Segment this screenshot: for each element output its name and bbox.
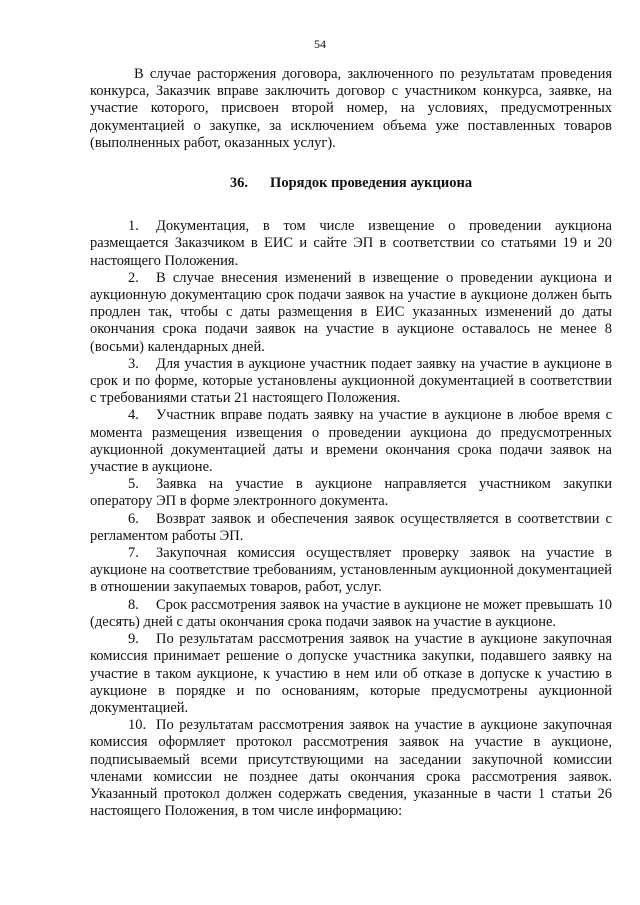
section-title: Порядок проведения аукциона bbox=[270, 175, 473, 192]
list-item bbox=[90, 511, 612, 545]
page-number: 54 bbox=[314, 37, 326, 51]
section-number: 36. bbox=[229, 175, 249, 192]
intro-paragraph: В случае расторжения договора, заключенного по результатам проведения конкурса, Заказчик вправе заключить договор с участником конкурса, заявке, на участие которого, присвоен второй номер, на условиях, предусмотренных документацией о закупке, за исключением объема уже поставленных товаров (выполненных работ, оказанных услуг). bbox=[90, 66, 612, 151]
list-item bbox=[90, 218, 612, 270]
item-text: Для участия в аукционе участник подает заявку на участие в аукционе в срок и по форме, которые установлены аукционной документацией в соответствии с требованиями статьи 21 настоящего Положения. bbox=[90, 355, 612, 407]
item-text: Срок рассмотрения заявок на участие в аукционе не может превышать 10 (десять) дней с даты окончания срока подачи заявок на участие в аукционе. bbox=[90, 596, 612, 630]
list-item bbox=[90, 631, 612, 717]
item-number: 10. bbox=[128, 717, 147, 734]
item-text: По результатам рассмотрения заявок на участие в аукционе закупочная комиссия принимает решение о допуске участника закупки, подавшего заявку на участие в таком аукционе, к участию в нем или об отказе в допуске к участию в аукционе в порядке и по основаниям, которые предусмотрены аукционной документацией. bbox=[90, 631, 612, 716]
item-number: 4. bbox=[128, 407, 139, 424]
item-number: 6. bbox=[128, 510, 139, 527]
document-body bbox=[90, 66, 612, 820]
item-number: 8. bbox=[128, 596, 139, 613]
item-number: 1. bbox=[128, 218, 139, 235]
list-item bbox=[90, 407, 612, 476]
item-text: Документация, в том числе извещение о проведении аукциона размещается Заказчиком в ЕИС и сайте ЭП в соответствии со статьями 19 и 20 настоящего Положения. bbox=[90, 218, 612, 269]
item-number: 7. bbox=[128, 545, 139, 562]
item-text: По результатам рассмотрения заявок на участие в аукционе закупочная комиссия оформляет протокол рассмотрения заявок на участие в аукционе, подписываемый всеми присутствующими на заседании закупочной комиссии членами комиссии не позднее даты окончания срока рассмотрения заявок. Указанный протокол должен содержать сведения, указанные в части 1 статьи 26 настоящего Положения, в том числе информацию: bbox=[90, 717, 612, 820]
item-text: Возврат заявок и обеспечения заявок осуществляется в соответствии с регламентом работы ЭП. bbox=[90, 510, 612, 544]
item-text: В случае внесения изменений в извещение о проведении аукциона и аукционную документацию срок подачи заявок на участие в аукционе должен быть продлен так, чтобы с даты размещения в ЕИС указанных изменений до даты окончания срока подачи заявок на участие в аукционе оставалось не менее 8 (восьми) календарных дней. bbox=[90, 269, 612, 355]
item-text: Закупочная комиссия осуществляет проверку заявок на участие в аукционе на соответствие требованиям, установленным аукционной документацией в отношении закупаемых товаров, работ, услуг. bbox=[90, 545, 612, 596]
list-item bbox=[90, 356, 612, 408]
item-number: 5. bbox=[128, 476, 139, 493]
list-item bbox=[90, 270, 612, 356]
item-number: 3. bbox=[128, 355, 139, 372]
list-item bbox=[90, 545, 612, 597]
item-text: Участник вправе подать заявку на участие в аукционе в любое время с момента размещения извещения о проведении аукциона до предусмотренных аукционной документацией даты и времени окончания срока подачи заявок на участие в аукционе. bbox=[90, 407, 612, 476]
item-number: 9. bbox=[128, 631, 139, 648]
list-item bbox=[90, 476, 612, 510]
section-heading bbox=[90, 175, 612, 192]
item-number: 2. bbox=[128, 269, 139, 286]
list-item bbox=[90, 717, 612, 820]
list-item bbox=[90, 597, 612, 631]
item-text: Заявка на участие в аукционе направляется участником закупки оператору ЭП в форме электронного документа. bbox=[90, 476, 612, 510]
